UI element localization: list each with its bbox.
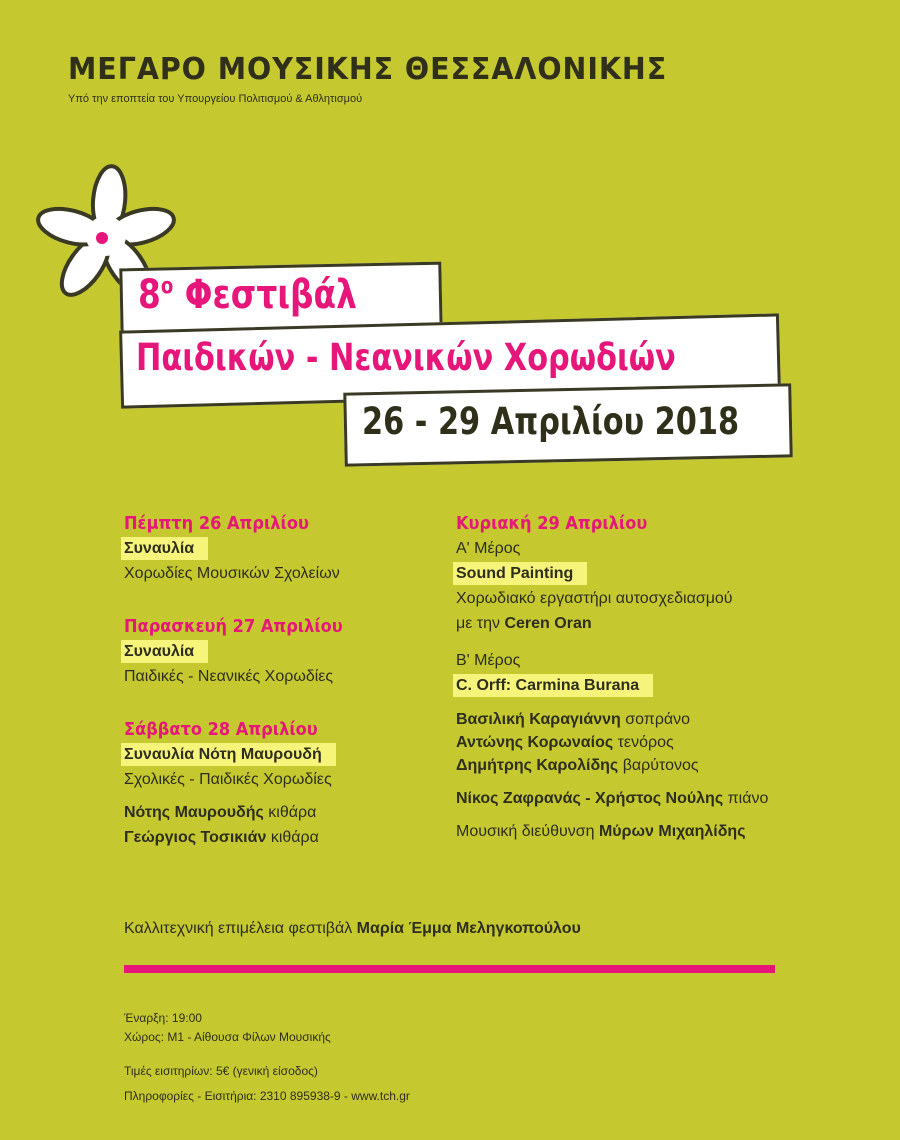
artistic-direction-credit: Καλλιτεχνική επιμέλεια φεστιβάλ Μαρία Έμμα Μεληγκοπούλου [124,920,581,937]
event-highlight: Sound Painting [453,562,587,585]
day-heading: Σάββατο 28 Απριλίου [124,719,318,740]
festival-name: Φεστιβάλ [184,272,357,318]
soloist-line: Βασιλική Καραγιάννη σοπράνο [456,711,691,728]
pianists-line: Νίκος Ζαφρανάς - Χρήστος Νούλης πιάνο [456,790,769,807]
conductor-line: Μουσική διεύθυνση Μύρων Μιχαηλίδης [456,823,746,840]
festival-dates: 26 - 29 Απριλίου 2018 [362,400,740,443]
day-heading: Παρασκευή 27 Απριλίου [124,616,343,637]
event-highlight: C. Orff: Carmina Burana [453,674,653,697]
festival-ordinal: ο [160,274,174,299]
event-description: Σχολικές - Παιδικές Χορωδίες [124,771,332,788]
divider-bar [124,965,775,973]
event-highlight: Συναυλία [121,537,208,560]
part-label: Α' Μέρος [456,540,521,557]
start-time: Έναρξη: 19:00 [124,1011,202,1025]
event-highlight: Συναυλία Νότη Μαυρουδή [121,743,336,766]
event-highlight: Συναυλία [121,640,208,663]
festival-number: 8 [138,272,161,318]
organization-title: ΜΕΓΑΡΟ ΜΟΥΣΙΚΗΣ ΘΕΣΣΑΛΟΝΙΚΗΣ [68,52,668,87]
day-heading: Πέμπτη 26 Απριλίου [124,513,309,534]
performer-line: Νότης Μαυρουδής κιθάρα [124,804,317,821]
festival-title [138,272,357,318]
program-right-column [456,511,768,844]
ticket-prices: Τιμές εισιτηρίων: 5€ (γενική είσοδος) [124,1064,318,1078]
soloist-line: Δημήτρης Καρολίδης βαρύτονος [456,757,699,774]
day-heading: Κυριακή 29 Απριλίου [456,513,648,534]
event-description: Χορωδιακό εργαστήρι αυτοσχεδιασμού [456,590,733,607]
event-description: Χορωδίες Μουσικών Σχολείων [124,565,340,582]
program-left-column [124,511,367,850]
organization-subtitle: Υπό την εποπτεία του Υπουργείου Πολιτισμού & Αθλητισμού [68,93,363,105]
soloist-line: Αντώνης Κορωναίος τενόρος [456,734,674,751]
part-label: Β' Μέρος [456,652,521,669]
contact-info: Πληροφορίες - Εισιτήρια: 2310 895938-9 - www.tch.gr [124,1089,410,1103]
venue: Χώρος: Μ1 - Αίθουσα Φίλων Μουσικής [124,1030,331,1044]
event-description: Παιδικές - Νεανικές Χορωδίες [124,668,334,685]
performer-line: Γεώργιος Τοσικιάν κιθάρα [124,829,319,846]
festival-subtitle: Παιδικών - Νεανικών Χορωδιών [136,336,676,379]
workshop-leader: με την Ceren Oran [456,615,592,632]
